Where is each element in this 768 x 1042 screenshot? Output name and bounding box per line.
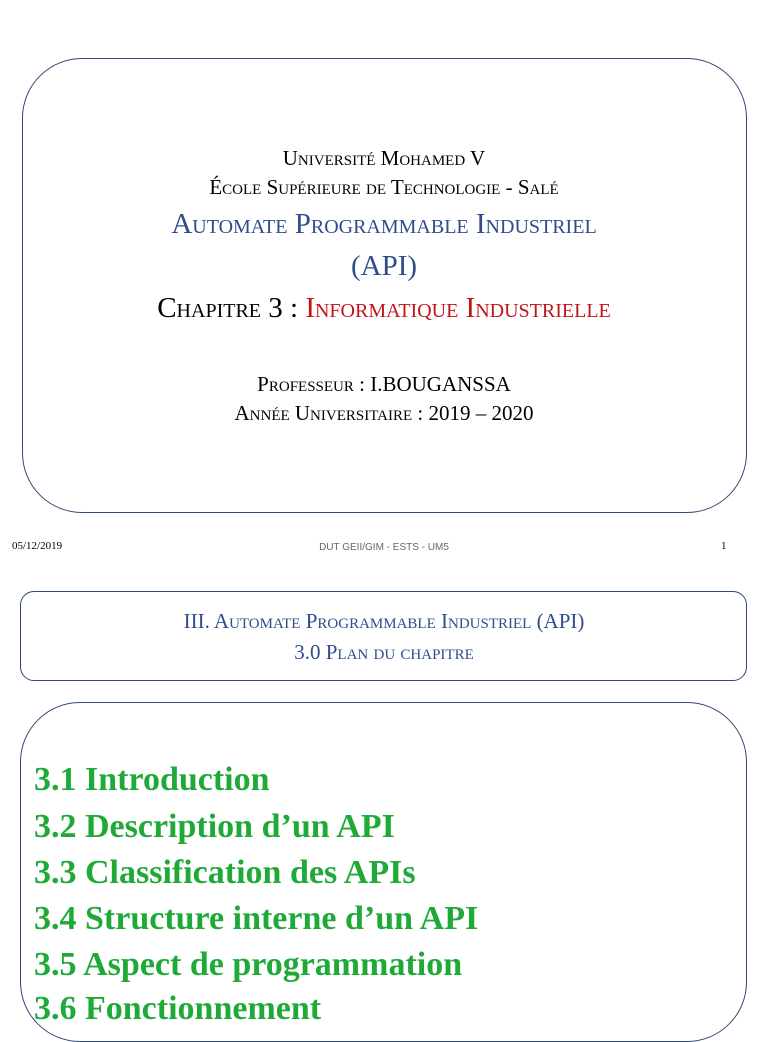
- title-slide-frame: [22, 58, 747, 513]
- plan-item: 3.3 Classification des APIs: [34, 854, 416, 891]
- chapter-title: [0, 292, 768, 325]
- academic-year: Année Universitaire : 2019 – 2020: [234, 401, 534, 425]
- professor-name: Professeur : I.BOUGANSSA: [257, 372, 511, 396]
- university-name: Université Mohamed V: [282, 146, 486, 170]
- plan-item: 3.4 Structure interne d’un API: [34, 900, 479, 937]
- plan-item: 3.1 Introduction: [34, 761, 270, 798]
- section-header-line1: III. Automate Programmable Industriel (API): [183, 609, 585, 633]
- page-number: 1: [721, 540, 727, 552]
- section-header-frame: [20, 591, 747, 681]
- plan-item: 3.2 Description d’un API: [34, 808, 395, 845]
- course-title-line1: Automate Programmable Industriel: [171, 208, 597, 240]
- footer-center: DUT GEII/GIM - ESTS - UM5: [319, 542, 449, 553]
- chapter-prefix: Chapitre 3 :: [157, 292, 306, 324]
- section-header-line2: 3.0 Plan du chapitre: [294, 640, 474, 664]
- plan-item: 3.6 Fonctionnement: [34, 990, 322, 1027]
- plan-item: 3.5 Aspect de programmation: [34, 946, 463, 983]
- course-title-line2: (API): [350, 250, 418, 282]
- school-name: École Supérieure de Technologie - Salé: [209, 175, 559, 199]
- footer-date: 05/12/2019: [12, 540, 63, 552]
- chapter-subject: Informatique Industrielle: [305, 292, 611, 324]
